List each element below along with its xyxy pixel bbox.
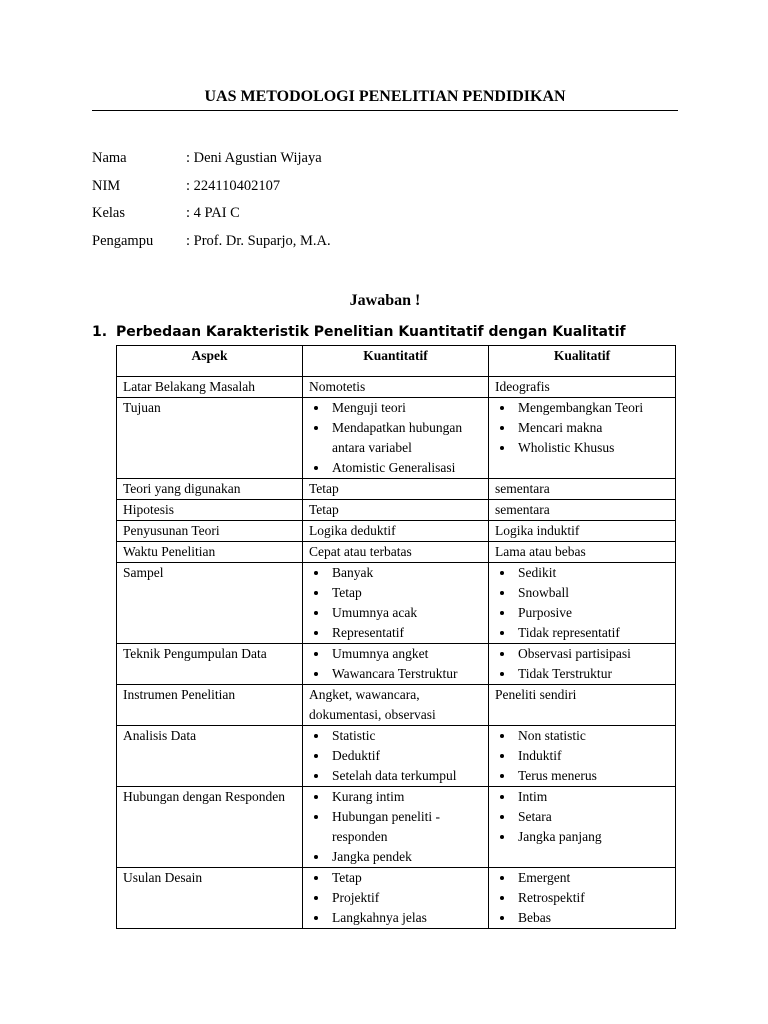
list-item: Bebas bbox=[495, 908, 669, 928]
table-row bbox=[117, 542, 676, 563]
info-row bbox=[92, 148, 592, 176]
cell-aspek: Teori yang digunakan bbox=[117, 479, 303, 500]
list-item: Langkahnya jelas bbox=[309, 908, 482, 928]
cell-kuantitatif bbox=[303, 787, 489, 868]
bullet-list bbox=[495, 726, 669, 786]
bullet-list bbox=[495, 787, 669, 847]
cell-aspek: Instrumen Penelitian bbox=[117, 685, 303, 726]
list-item: Purposive bbox=[495, 603, 669, 623]
list-item: Statistic bbox=[309, 726, 482, 746]
list-item: Hubungan peneliti - responden bbox=[309, 807, 482, 847]
cell-aspek: Latar Belakang Masalah bbox=[117, 377, 303, 398]
table-row bbox=[117, 479, 676, 500]
list-item: Emergent bbox=[495, 868, 669, 888]
info-row bbox=[92, 231, 592, 259]
cell-kuantitatif bbox=[303, 644, 489, 685]
cell-aspek: Penyusunan Teori bbox=[117, 521, 303, 542]
cell-kualitatif: Peneliti sendiri bbox=[489, 685, 676, 726]
list-item: Umumnya angket bbox=[309, 644, 482, 664]
list-item: Wholistic Khusus bbox=[495, 438, 669, 458]
info-label: Pengampu bbox=[92, 232, 154, 249]
list-item: Mengembangkan Teori bbox=[495, 398, 669, 418]
cell-kualitatif: Ideografis bbox=[489, 377, 676, 398]
info-row bbox=[92, 176, 592, 204]
bullet-list bbox=[495, 644, 669, 684]
cell-aspek: Tujuan bbox=[117, 398, 303, 479]
list-item: Menguji teori bbox=[309, 398, 482, 418]
section-number: 1. bbox=[92, 324, 108, 340]
cell-kualitatif: sementara bbox=[489, 479, 676, 500]
info-row bbox=[92, 203, 592, 231]
list-item: Kurang intim bbox=[309, 787, 482, 807]
info-value: : 4 PAI C bbox=[186, 205, 240, 221]
info-label: Kelas bbox=[92, 205, 126, 221]
list-item: Mendapatkan hubungan antara variabel bbox=[309, 418, 482, 458]
cell-kuantitatif: Cepat atau terbatas bbox=[303, 542, 489, 563]
table-row bbox=[117, 644, 676, 685]
list-item: Snowball bbox=[495, 583, 669, 603]
list-item: Retrospektif bbox=[495, 888, 669, 908]
cell-kuantitatif: Tetap bbox=[303, 500, 489, 521]
table-row bbox=[117, 685, 676, 726]
header-kualitatif: Kualitatif bbox=[489, 346, 676, 377]
section-heading bbox=[92, 322, 692, 342]
list-item: Tetap bbox=[309, 868, 482, 888]
student-info bbox=[92, 148, 592, 258]
list-item: Terus menerus bbox=[495, 766, 669, 786]
list-item: Deduktif bbox=[309, 746, 482, 766]
cell-kualitatif: sementara bbox=[489, 500, 676, 521]
bullet-list bbox=[309, 726, 482, 786]
cell-kualitatif: Lama atau bebas bbox=[489, 542, 676, 563]
cell-aspek: Waktu Penelitian bbox=[117, 542, 303, 563]
section-title: Perbedaan Karakteristik Penelitian Kuantitatif dengan Kualitatif bbox=[116, 324, 626, 340]
list-item: Setara bbox=[495, 807, 669, 827]
cell-kualitatif: Logika induktif bbox=[489, 521, 676, 542]
cell-aspek: Analisis Data bbox=[117, 726, 303, 787]
list-item: Induktif bbox=[495, 746, 669, 766]
cell-kuantitatif bbox=[303, 563, 489, 644]
cell-kuantitatif bbox=[303, 726, 489, 787]
cell-kualitatif bbox=[489, 868, 676, 929]
table-row bbox=[117, 398, 676, 479]
cell-kualitatif bbox=[489, 563, 676, 644]
cell-kualitatif bbox=[489, 644, 676, 685]
cell-kualitatif bbox=[489, 398, 676, 479]
list-item: Setelah data terkumpul bbox=[309, 766, 482, 786]
list-item: Jangka pendek bbox=[309, 847, 482, 867]
list-item: Observasi partisipasi bbox=[495, 644, 669, 664]
bullet-list bbox=[495, 398, 669, 458]
list-item: Atomistic Generalisasi bbox=[309, 458, 482, 478]
cell-kualitatif bbox=[489, 787, 676, 868]
table-row bbox=[117, 563, 676, 644]
table-row bbox=[117, 787, 676, 868]
list-item: Jangka panjang bbox=[495, 827, 669, 847]
info-label: Nama bbox=[92, 150, 127, 166]
table-header-row bbox=[117, 346, 676, 377]
list-item: Umumnya acak bbox=[309, 603, 482, 623]
cell-kuantitatif: Logika deduktif bbox=[303, 521, 489, 542]
comparison-table bbox=[116, 345, 676, 929]
cell-aspek: Teknik Pengumpulan Data bbox=[117, 644, 303, 685]
info-value: : 224110402107 bbox=[186, 177, 281, 194]
table-row bbox=[117, 521, 676, 542]
bullet-list bbox=[309, 787, 482, 867]
list-item: Tetap bbox=[309, 583, 482, 603]
bullet-list bbox=[495, 868, 669, 928]
table-row bbox=[117, 868, 676, 929]
bullet-list bbox=[309, 398, 482, 478]
info-value: : Deni Agustian Wijaya bbox=[186, 150, 322, 166]
answer-heading: Jawaban ! bbox=[349, 292, 421, 309]
cell-kuantitatif: Nomotetis bbox=[303, 377, 489, 398]
bullet-list bbox=[309, 563, 482, 643]
table-row bbox=[117, 726, 676, 787]
cell-kuantitatif: Tetap bbox=[303, 479, 489, 500]
info-label: NIM bbox=[92, 177, 121, 194]
cell-aspek: Sampel bbox=[117, 563, 303, 644]
list-item: Wawancara Terstruktur bbox=[309, 664, 482, 684]
bullet-list bbox=[495, 563, 669, 643]
list-item: Representatif bbox=[309, 623, 482, 643]
cell-kuantitatif bbox=[303, 868, 489, 929]
cell-kualitatif bbox=[489, 726, 676, 787]
table-row bbox=[117, 500, 676, 521]
list-item: Mencari makna bbox=[495, 418, 669, 438]
cell-kuantitatif: Angket, wawancara, dokumentasi, observasi bbox=[303, 685, 489, 726]
list-item: Banyak bbox=[309, 563, 482, 583]
list-item: Non statistic bbox=[495, 726, 669, 746]
list-item: Tidak Terstruktur bbox=[495, 664, 669, 684]
cell-aspek: Usulan Desain bbox=[117, 868, 303, 929]
header-kuantitatif: Kuantitatif bbox=[303, 346, 489, 377]
bullet-list bbox=[309, 644, 482, 684]
cell-aspek: Hipotesis bbox=[117, 500, 303, 521]
cell-aspek: Hubungan dengan Responden bbox=[117, 787, 303, 868]
list-item: Tidak representatif bbox=[495, 623, 669, 643]
table-row bbox=[117, 377, 676, 398]
info-value: : Prof. Dr. Suparjo, M.A. bbox=[186, 232, 331, 249]
cell-kuantitatif bbox=[303, 398, 489, 479]
header-aspek: Aspek bbox=[117, 346, 303, 377]
list-item: Intim bbox=[495, 787, 669, 807]
document-title: UAS METODOLOGI PENELITIAN PENDIDIKAN bbox=[204, 88, 566, 105]
list-item: Projektif bbox=[309, 888, 482, 908]
list-item: Sedikit bbox=[495, 563, 669, 583]
bullet-list bbox=[309, 868, 482, 928]
title-underline bbox=[92, 110, 678, 111]
